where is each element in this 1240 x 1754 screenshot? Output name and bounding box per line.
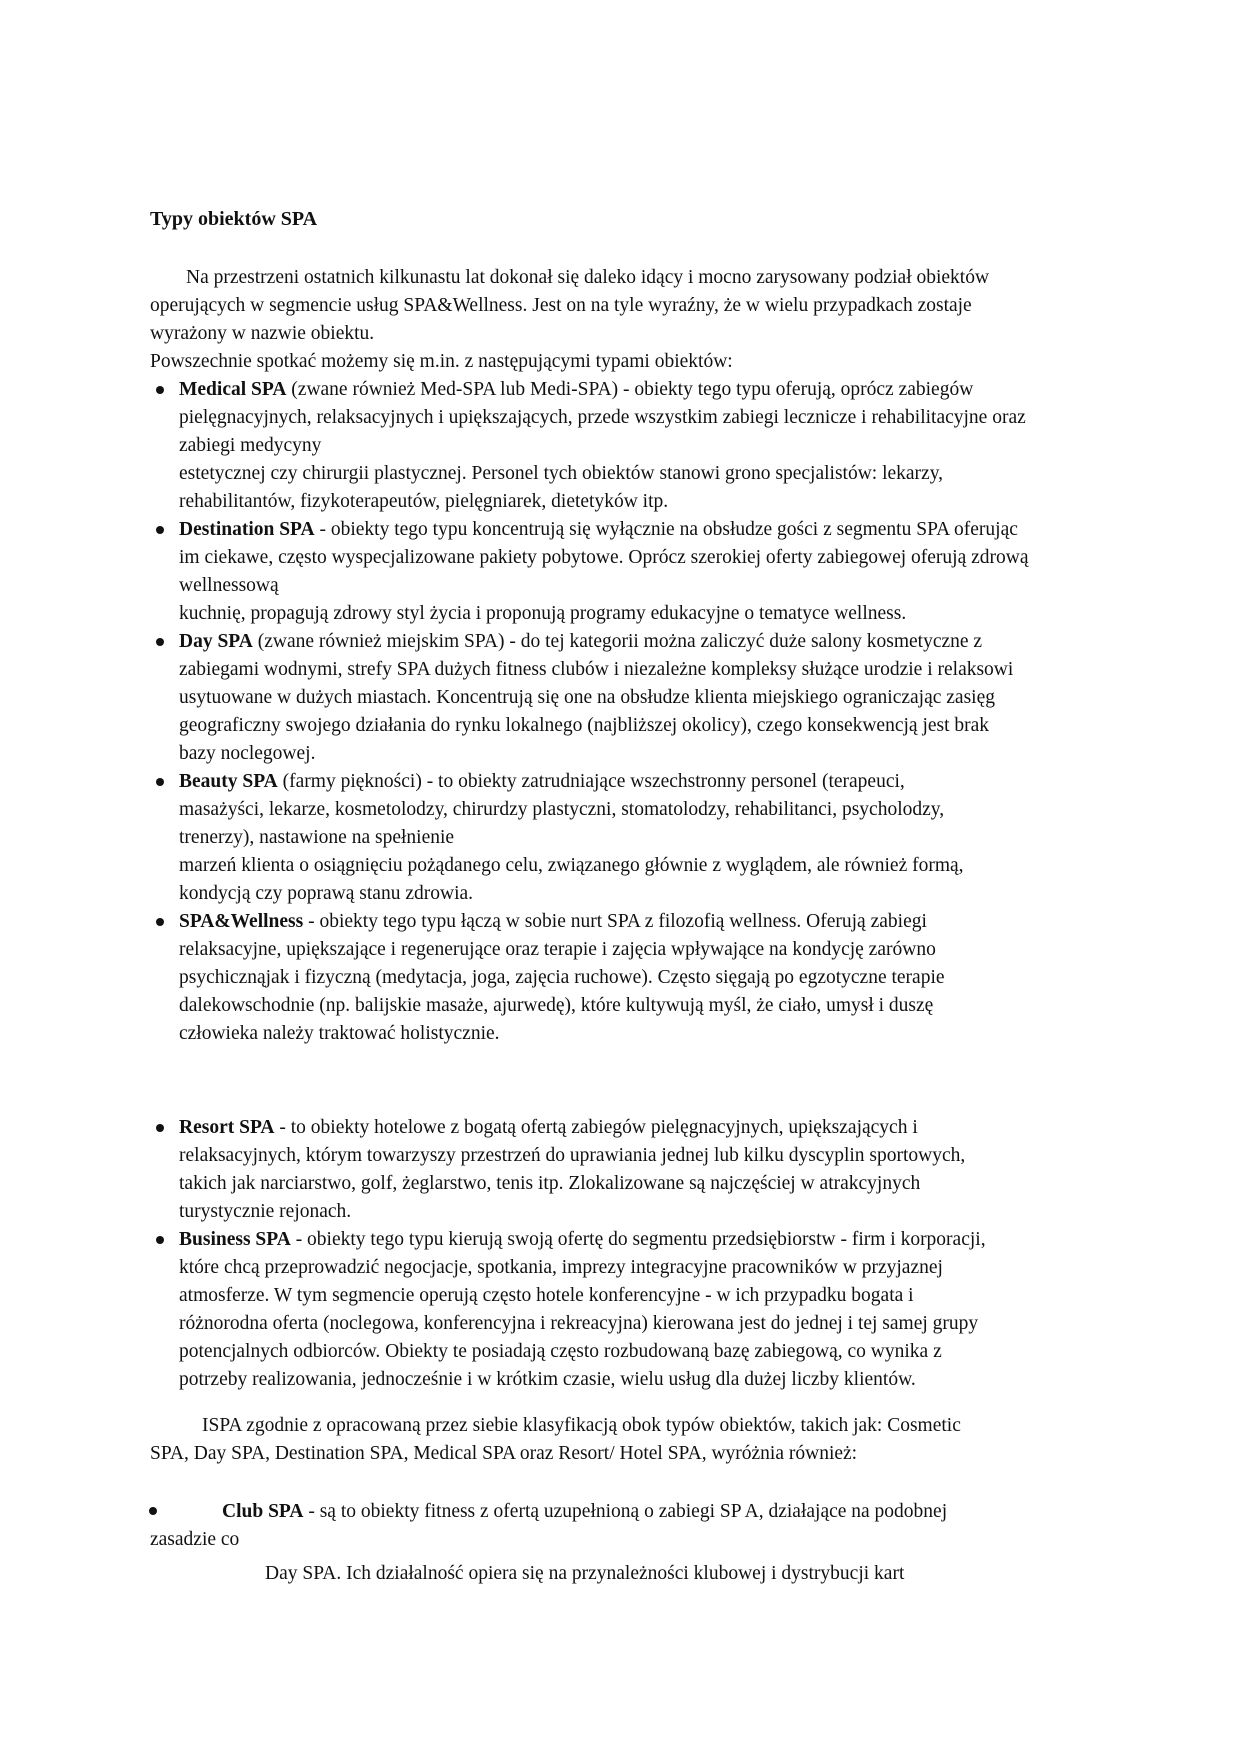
list-item	[150, 1226, 1095, 1394]
bullet-icon	[156, 918, 164, 926]
list-item	[150, 376, 1095, 516]
item-term: Resort SPA	[179, 1117, 275, 1138]
document-title: Typy obiektów SPA	[150, 208, 318, 230]
item-text: - są to obiekty fitness z ofertą uzupełnioną o zabiegi SP A, działające na podobnej	[303, 1501, 948, 1522]
item-text: turystycznie rejonach.	[179, 1201, 352, 1222]
item-text: - obiekty tego typu koncentrują się wyłącznie na obsłudze gości z segmentu SPA oferując	[314, 519, 1018, 540]
ispa-paragraph	[150, 1412, 1090, 1468]
intro-line: operujących w segmencie usług SPA&Wellness. Jest on na tyle wyraźny, że w wielu przypadkach zostaje	[150, 295, 972, 316]
item-text: człowieka należy traktować holistycznie.	[179, 1023, 500, 1044]
list-item	[150, 768, 1095, 908]
list-item	[150, 516, 1095, 628]
item-text: zasadzie co	[150, 1529, 240, 1550]
list-item	[150, 908, 1095, 1048]
item-text: które chcą przeprowadzić negocjacje, spotkania, imprezy integracyjne pracowników w przyjaznej	[179, 1257, 943, 1278]
item-term: Beauty SPA	[179, 771, 278, 792]
item-term: Day SPA	[179, 631, 253, 652]
item-text: psychicznąjak i fizyczną (medytacja, joga, zajęcia ruchowe). Często sięgają po egzotyczne terapie	[179, 967, 945, 988]
item-text: - obiekty tego typu łączą w sobie nurt SPA z filozofią wellness. Oferują zabiegi	[303, 911, 927, 932]
item-text: zabiegi medycyny	[179, 435, 322, 456]
item-text: usytuowane w dużych miastach. Koncentrują się one na obsłudze klienta miejskiego ograniczając zasięg	[179, 687, 996, 708]
spa-types-list-2	[150, 1114, 1095, 1394]
item-term: Destination SPA	[179, 519, 315, 540]
item-text: potencjalnych odbiorców. Obiekty te posiadają często rozbudowaną bazę zabiegową, co wynika z	[179, 1341, 942, 1362]
item-text: atmosferze. W tym segmencie operują często hotele konferencyjne - w ich przypadku bogata i	[179, 1285, 914, 1306]
ispa-line: SPA, Day SPA, Destination SPA, Medical SPA oraz Resort/ Hotel SPA, wyróżnia również:	[150, 1443, 858, 1464]
item-text: (zwane również Med-SPA lub Medi-SPA) - obiekty tego typu oferują, oprócz zabiegów	[286, 379, 974, 400]
intro-line: wyrażony w nazwie obiektu.	[150, 323, 375, 344]
bullet-icon	[156, 386, 164, 394]
item-text: potrzeby realizowania, jednocześnie i w krótkim czasie, wielu usług dla dużej liczby klientów.	[179, 1369, 916, 1390]
item-text: - obiekty tego typu kierują swoją ofertę do segmentu przedsiębiorstw - firm i korporacji,	[290, 1229, 986, 1250]
item-text: rehabilitantów, fizykoterapeutów, pielęgniarek, dietetyków itp.	[179, 491, 669, 512]
intro-line: Powszechnie spotkać możemy się m.in. z następującymi typami obiektów:	[150, 351, 733, 372]
item-text: kuchnię, propagują zdrowy styl życia i proponują programy edukacyjne o tematyce wellness.	[179, 603, 907, 624]
item-text: geograficzny swojego działania do rynku lokalnego (najbliższej okolicy), czego konsekwencją jest brak	[179, 715, 990, 736]
item-text: różnorodna oferta (noclegowa, konferencyjna i rekreacyjna) kierowana jest do jednej i tej samej grupy	[179, 1313, 979, 1334]
item-text: pielęgnacyjnych, relaksacyjnych i upiększających, przede wszystkim zabiegi lecznicze i rehabilitacyjne oraz	[179, 407, 1026, 428]
item-text: relaksacyjne, upiększające i regenerujące oraz terapie i zajęcia wpływające na kondycję zarówno	[179, 939, 936, 960]
item-term: Club SPA	[222, 1501, 304, 1522]
item-text: zabiegami wodnymi, strefy SPA dużych fitness clubów i niezależne kompleksy służące urodzie i relaksowi	[179, 659, 1014, 680]
item-text: bazy noclegowej.	[179, 743, 316, 764]
item-text: masażyści, lekarze, kosmetolodzy, chirurdzy plastyczni, stomatolodzy, rehabilitanci, psycholodzy,	[179, 799, 945, 820]
item-text: takich jak narciarstwo, golf, żeglarstwo, tenis itp. Zlokalizowane są najczęściej w atrakcyjnych	[179, 1173, 921, 1194]
item-term: SPA&Wellness	[179, 911, 304, 932]
item-text: dalekowschodnie (np. balijskie masaże, ajurwedę), które kultywują myśl, że ciało, umysł i duszę	[179, 995, 934, 1016]
club-spa-item	[150, 1498, 1095, 1588]
item-text: relaksacyjnych, którym towarzyszy przestrzeń do uprawiania jednej lub kilku dyscyplin sportowych,	[179, 1145, 966, 1166]
intro-paragraph	[150, 264, 1090, 376]
intro-line: Na przestrzeni ostatnich kilkunastu lat dokonał się daleko idący i mocno zarysowany podział obiektów	[186, 267, 990, 288]
item-text: marzeń klienta o osiągnięciu pożądanego celu, związanego głównie z wyglądem, ale również formą,	[179, 855, 964, 876]
ispa-line: ISPA zgodnie z opracowaną przez siebie klasyfikacją obok typów obiektów, takich jak: Cosmetic	[202, 1415, 961, 1436]
bullet-icon	[156, 526, 164, 534]
bullet-icon	[149, 1507, 157, 1515]
item-text: wellnessową	[179, 575, 279, 596]
item-text: Day SPA. Ich działalność opiera się na przynależności klubowej i dystrybucji kart	[265, 1563, 905, 1584]
bullet-icon	[156, 778, 164, 786]
item-term: Business SPA	[179, 1229, 291, 1250]
list-item	[150, 628, 1095, 768]
bullet-icon	[156, 638, 164, 646]
list-item	[150, 1114, 1095, 1226]
item-text: estetycznej czy chirurgii plastycznej. Personel tych obiektów stanowi grono specjalistów: lekarzy,	[179, 463, 944, 484]
item-text: im ciekawe, często wyspecjalizowane pakiety pobytowe. Oprócz szerokiej oferty zabiegowej oferują zdrową	[179, 547, 1029, 568]
item-text: kondycją czy poprawą stanu zdrowia.	[179, 883, 474, 904]
bullet-icon	[156, 1124, 164, 1132]
item-text: (farmy piękności) - to obiekty zatrudniające wszechstronny personel (terapeuci,	[277, 771, 905, 792]
item-text: - to obiekty hotelowe z bogatą ofertą zabiegów pielęgnacyjnych, upiększających i	[274, 1117, 918, 1138]
item-text: (zwane również miejskim SPA) - do tej kategorii można zaliczyć duże salony kosmetyczne z	[252, 631, 983, 652]
item-text: trenerzy), nastawione na spełnienie	[179, 827, 455, 848]
bullet-icon	[156, 1236, 164, 1244]
spa-types-list-1	[150, 376, 1095, 1048]
item-term: Medical SPA	[179, 379, 287, 400]
